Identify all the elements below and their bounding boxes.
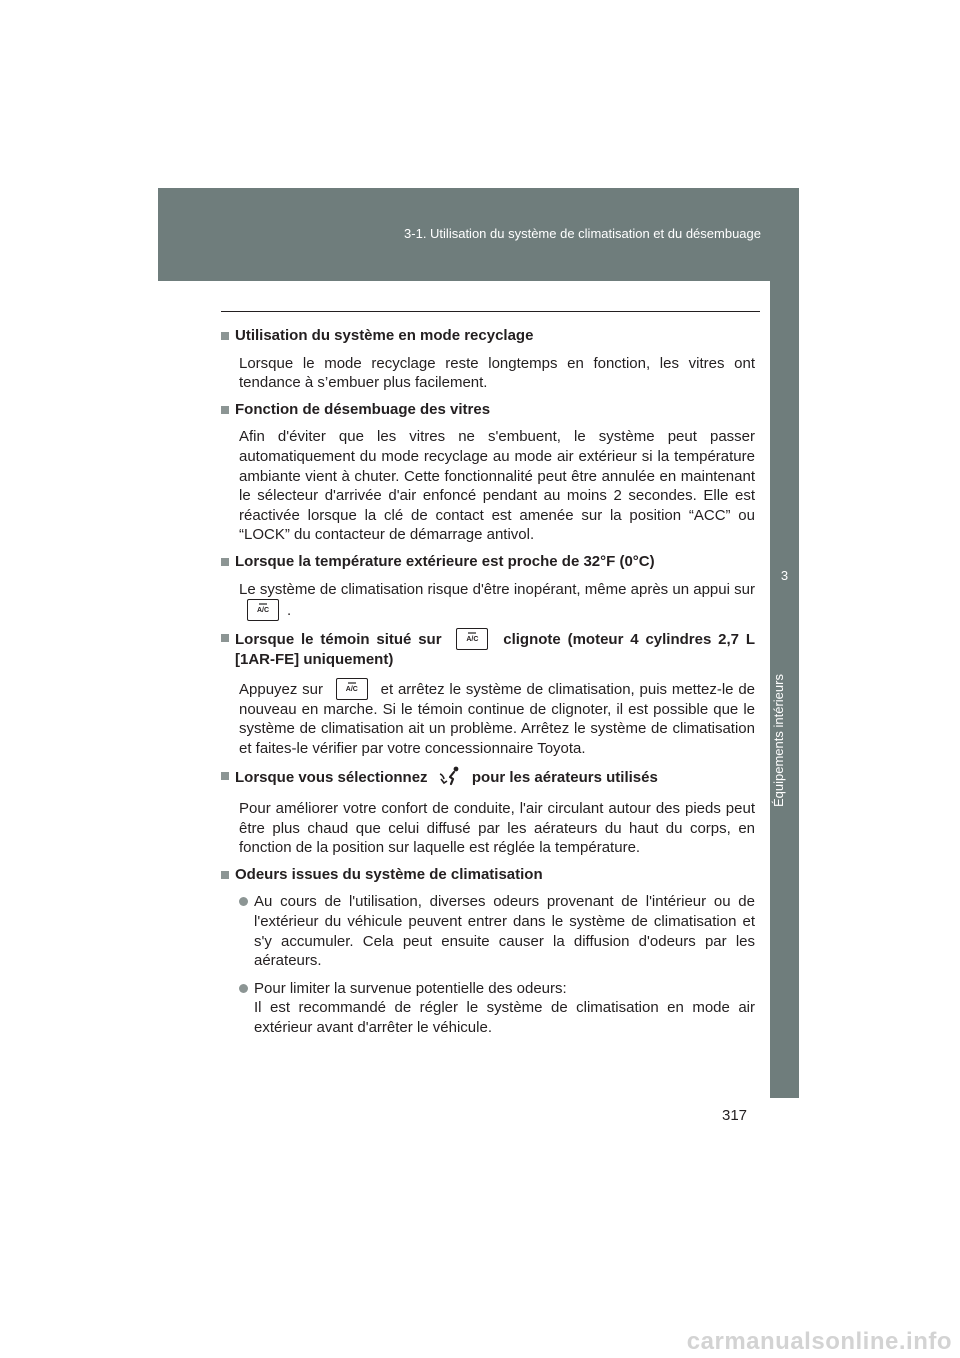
side-tab-number: 3 bbox=[780, 568, 789, 583]
section-body: Lorsque le mode recyclage reste longtemps en fonction, les vitres ont tendance à s’embuer plus facilement. bbox=[239, 354, 755, 392]
chapter-title: 3-1. Utilisation du système de climatisation et du désembuage bbox=[404, 226, 761, 241]
section-body: Le système de climatisation risque d'être inopérant, même après un appui sur A/C . bbox=[239, 580, 755, 620]
foot-airflow-icon bbox=[438, 766, 462, 792]
chapter-header bbox=[158, 188, 799, 281]
section-body: Appuyez sur A/C et arrêtez le système de climatisation, puis mettez-le de nouveau en marche. Si le témoin continue de clignoter, il est possible que le système de climatisation ait un problème. Arrêtez le système de climatisation et faites-le vérifier par votre concessionnaire Toyota. bbox=[239, 678, 755, 759]
section-low-temperature bbox=[221, 552, 755, 621]
ac-button-icon: A/C bbox=[336, 678, 368, 700]
square-bullet-icon bbox=[221, 871, 229, 879]
section-body: Afin d'éviter que les vitres ne s'embuent, le système peut passer automatiquement du mode recyclage au mode air extérieur si la température ambiante vient à chuter. Cette fonctionnalité peut être annulée en maintenant le sélecteur d'arrivée d'air enfoncé pendant au moins 2 secondes. Elle est réactivée lorsque la clé de contact est amenée sur la position “ACC” ou “LOCK” du contacteur de démarrage antivol. bbox=[239, 428, 755, 544]
section-heading: Lorsque la température extérieure est proche de 32°F (0°C) bbox=[221, 552, 755, 572]
section-heading: Lorsque vous sélectionnez pour les aérateurs utilisés bbox=[221, 766, 755, 792]
side-chapter-tab bbox=[770, 281, 799, 1098]
ac-button-icon: A/C bbox=[456, 628, 488, 650]
section-foot-vents bbox=[221, 766, 755, 858]
list-item: Pour limiter la survenue potentielle des odeurs: Il est recommandé de régler le système de climatisation en mode air extérieur avant d'arrêter le véhicule. bbox=[239, 979, 755, 1038]
square-bullet-icon bbox=[221, 634, 229, 642]
square-bullet-icon bbox=[221, 558, 229, 566]
section-heading: Lorsque le témoin situé sur A/C clignote (moteur 4 cylindres 2,7 L [1AR-FE] uniquement) bbox=[221, 628, 755, 670]
section-odors bbox=[221, 865, 755, 1038]
square-bullet-icon bbox=[221, 406, 229, 414]
list-item: Au cours de l'utilisation, diverses odeurs provenant de l'intérieur ou de l'extérieur du véhicule peuvent entrer dans le système de climatisation et s'y accumuler. Cela peut ensuite causer la diffusion d'odeurs par les aérateurs. bbox=[239, 892, 755, 970]
header-rule bbox=[221, 311, 760, 312]
section-heading: Fonction de désembuage des vitres bbox=[221, 400, 755, 420]
square-bullet-icon bbox=[221, 332, 229, 340]
round-bullet-icon bbox=[239, 897, 248, 906]
section-body: Pour améliorer votre confort de conduite, l'air circulant autour des pieds peut être plus chaud que celui diffusé par les aérateurs du haut du corps, en fonction de la position sur laquelle est réglée la température. bbox=[239, 800, 755, 857]
side-tab-label: Équipements intérieurs bbox=[771, 674, 786, 808]
section-recirculation bbox=[221, 326, 755, 393]
page-content bbox=[221, 326, 755, 1046]
page-number: 317 bbox=[722, 1107, 748, 1124]
section-heading: Odeurs issues du système de climatisation bbox=[221, 865, 755, 885]
square-bullet-icon bbox=[221, 772, 229, 780]
section-indicator-blink bbox=[221, 628, 755, 758]
section-heading: Utilisation du système en mode recyclage bbox=[221, 326, 755, 346]
watermark: carmanualsonline.info bbox=[686, 1328, 952, 1355]
ac-button-icon: A/C bbox=[247, 599, 279, 621]
round-bullet-icon bbox=[239, 984, 248, 993]
section-defog bbox=[221, 400, 755, 545]
